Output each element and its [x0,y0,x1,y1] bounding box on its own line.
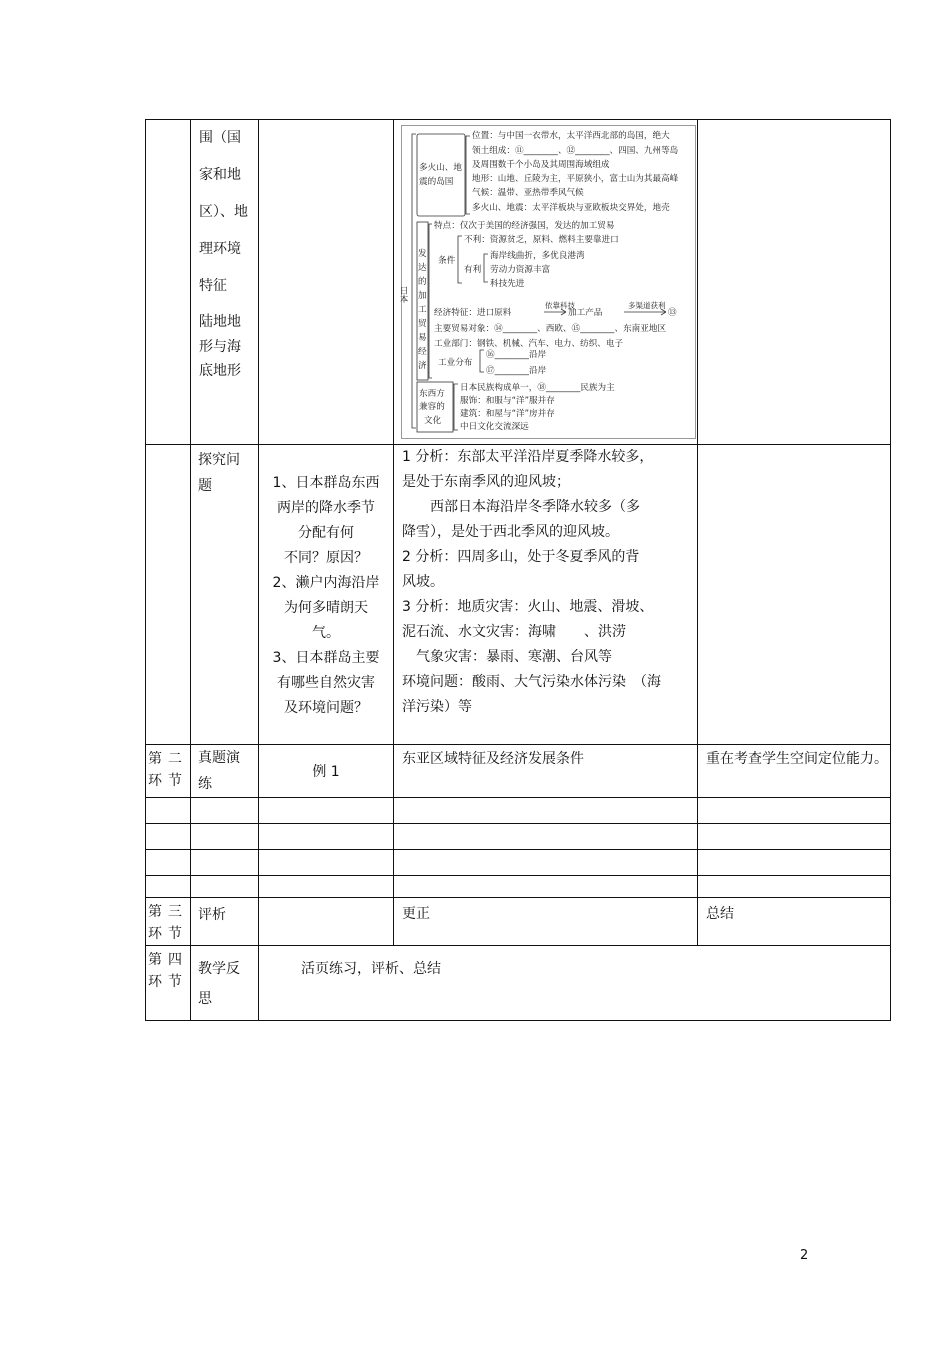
diagram-text: 特点：仅次于美国的经济强国，发达的加工贸易 [434,221,615,231]
content-cell [191,445,259,745]
question-line: 3、日本群岛主要 [272,650,380,666]
answer-line: 洋污染）等 [402,699,472,715]
diagram-text: 不利：资源贫乏，原料、燃料主要靠进口 [464,235,619,245]
answer-cell [394,745,698,798]
question-line: 气。 [312,625,340,641]
question-line: 分配有何 [298,525,354,541]
diagram-text: 发 [418,249,427,259]
text-line: 陆地地 [199,314,241,330]
text-line: 区）、地 [199,204,248,220]
diagram-text: 海岸线曲折，多优良港湾 [490,251,585,261]
diagram-text: 经济特征：进口原料 [434,308,512,318]
diagram-text: 济 [418,361,427,371]
table-row [146,850,891,876]
answer-line: 3 分析：地质灾害：火山、地震、滑坡、 [402,599,654,615]
diagram-text: 易 [418,333,427,343]
diagram-text: 中日文化交流深远 [460,422,529,432]
lesson-plan-table [145,119,891,1021]
activity-label: 真题演练 [198,750,240,792]
diagram-text: 及周围数千个小岛及其周围海域组成 [472,160,610,170]
content-cell [191,946,259,1021]
notes-cell [698,120,891,445]
question-line: 2、濑户内海沿岸 [272,575,380,591]
diagram-text: 位置：与中国一衣带水，太平洋西北部的岛国，绝大 [472,131,670,141]
diagram-text: 地形：山地、丘陵为主，平原狭小，富士山为其最高峰 [472,174,679,184]
diagram-text: 达 [418,263,427,273]
diagram-text: 依靠科技 [545,301,575,310]
answer-line: 2 分析：四周多山，处于冬夏季风的背 [402,549,640,565]
reflection-text: 活页练习，评析、总结 [301,961,441,977]
diagram-text: 日本民族构成单一，⑱________民族为主 [460,383,615,393]
answer-line: 环境问题：酸雨、大气污染水体污染 （海 [402,674,661,690]
diagram-text: 建筑：和屋与“洋”房并存 [460,409,555,419]
table-row [146,445,891,745]
diagram-text: 有利 [464,265,482,275]
diagram-text: 条件 [438,256,456,266]
table-row [146,898,891,946]
question-line: 为何多晴朗天 [284,600,368,616]
diagram-text: 东西方 [419,389,445,399]
inquiry-answers [394,445,697,720]
stage-cell [146,445,191,745]
content-cell [191,898,259,946]
stage-cell [146,946,191,1021]
group-a-label: 震的岛国 [419,177,454,187]
diagram-text: 工业分布 [438,358,473,368]
diagram-text: 领土组成：⑪________、⑫________、四国、九州等岛 [472,146,679,156]
diagram-text: 兼容的 [419,402,445,412]
diagram-text: 加工产品 [568,308,603,318]
question-line: 及环境问题？ [284,700,368,716]
notes-cell [698,745,891,798]
root-label: 日本 [398,286,408,304]
question-line: 两岸的降水季节 [277,500,375,516]
inquiry-label: 探究问题 [198,452,240,494]
notes-cell [698,898,891,946]
diagram-cell [394,120,698,445]
diagram-text: 工 [418,305,427,315]
text-line: 底地形 [199,363,241,379]
question-cell [259,120,394,445]
diagram-text: 经 [418,347,427,357]
diagram-text: 气候：温带、亚热带季风气候 [472,188,584,198]
activity-label: 教学反思 [198,961,240,1007]
text-line: 特征 [199,278,227,294]
page-number: 2 [800,1248,809,1263]
diagram-text: 科技先进 [490,279,525,289]
diagram-text: 贸 [418,319,427,329]
japan-concept-map [398,125,696,439]
diagram-text: ⑯________沿岸 [486,350,547,360]
correction-text: 更正 [402,906,430,922]
answer-line: 气象灾害：暴雨、寒潮、台风等 [402,649,612,665]
stage-label: 第三环节 [148,904,188,942]
diagram-text: 多渠道获利 [628,301,666,310]
stage-label: 第四环节 [148,952,188,990]
answer-line: 1 分析：东部太平洋沿岸夏季降水较多， [402,449,654,465]
reflection-cell [259,946,891,1021]
answer-line: 泥石流、水文灾害：海啸 、洪涝 [402,624,626,640]
content-cell [191,120,259,445]
diagram-text: ⑬ [668,308,677,318]
stage-label: 第二环节 [148,751,188,789]
answer-line: 降雪），是处于西北季风的迎风坡。 [402,524,619,540]
stage-cell [146,120,191,445]
example-label: 例 1 [312,764,340,780]
answer-line: 风坡。 [402,574,444,590]
question-cell [259,745,394,798]
table-row [146,745,891,798]
diagram-text: 主要贸易对象：⑭________、西欧、⑮________、东南亚地区 [434,324,667,334]
stage-cell [146,745,191,798]
diagram-text: 劳动力资源丰富 [490,265,551,275]
table-row [146,824,891,850]
answer-cell [394,445,698,745]
content-text [191,120,258,383]
answer-line: 西部日本海沿岸冬季降水较多（多 [402,499,640,515]
table-row [146,946,891,1021]
diagram-text: ⑰________沿岸 [486,366,547,376]
group-a-label: 多火山、地 [419,163,462,173]
diagram-text: 加 [418,291,427,301]
diagram-text: 的 [418,277,427,287]
answer-cell [394,898,698,946]
answer-line: 是处于东南季风的迎风坡； [402,474,570,490]
question-cell [259,898,394,946]
notes-cell [698,445,891,745]
concept-map-svg [398,126,695,438]
notes-text: 重在考查学生空间定位能力。 [706,751,888,767]
diagram-text: 多火山、地震：太平洋板块与亚欧板块交界处，地壳 [472,203,670,213]
content-cell [191,745,259,798]
diagram-text: 工业部门：钢铁、机械、汽车、电力、纺织、电子 [434,339,624,349]
diagram-text: 服饰：和服与“洋”服并存 [460,396,555,406]
inquiry-questions [259,445,393,721]
activity-label: 评析 [198,907,226,923]
text-line: 家和地 [199,167,241,183]
question-line: 1、日本群岛东西 [272,475,380,491]
table-row [146,120,891,445]
stage-cell [146,898,191,946]
question-line: 有哪些自然灾害 [277,675,375,691]
question-cell [259,445,394,745]
summary-text: 总结 [706,906,734,922]
diagram-text: 文化 [424,416,442,426]
text-line: 理环境 [199,241,241,257]
question-line: 不同？原因？ [284,550,368,566]
table-row [146,798,891,824]
text-line: 形与海 [199,339,241,355]
text-line: 围（国 [199,130,241,146]
topic-text: 东亚区域特征及经济发展条件 [402,751,584,767]
table-row [146,876,891,898]
